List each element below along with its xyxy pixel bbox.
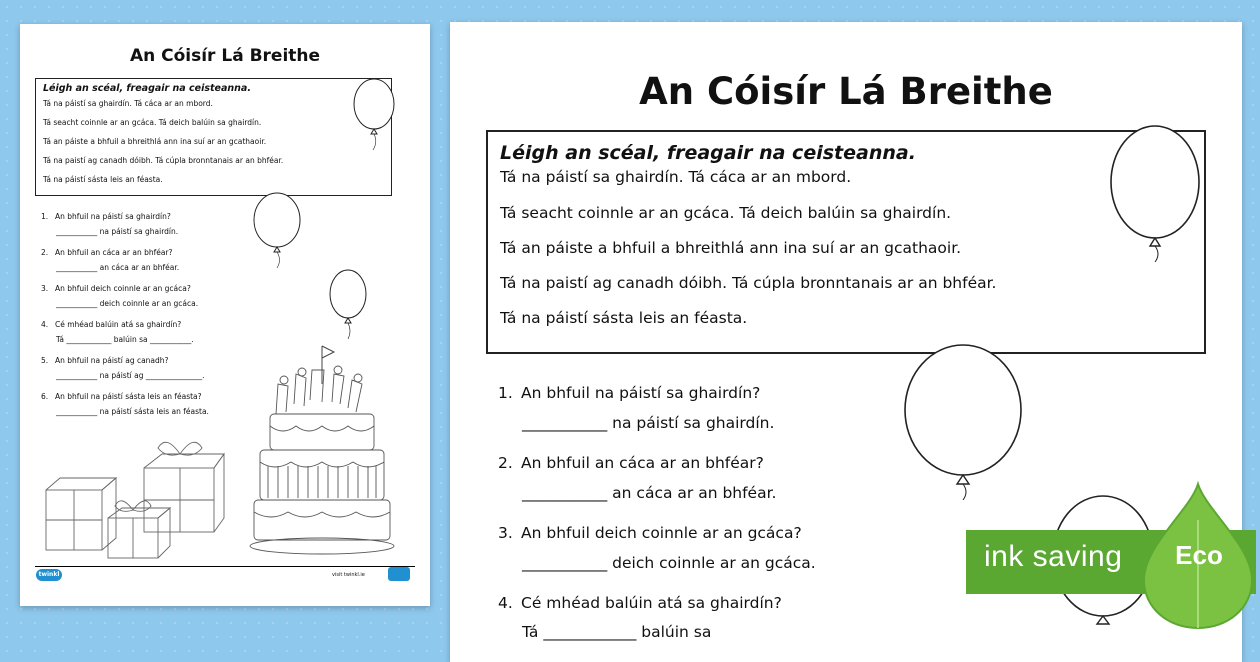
worksheet-thumbnail	[20, 24, 430, 606]
answer-line: ___________ an cáca ar an bhféar.	[522, 484, 777, 502]
thumbnail-story-line: Tá na páistí sásta leis an féasta.	[43, 175, 163, 184]
thumbnail-story-line: Tá na páistí sa ghairdín. Tá cáca ar an mbord.	[43, 99, 213, 108]
footer-url: visit twinkl.ie	[332, 572, 365, 578]
balloon-illustration	[328, 268, 370, 344]
answer-line: ___________ na páistí sa ghairdín.	[522, 414, 775, 432]
story-line: Tá na páistí sásta leis an féasta.	[500, 309, 748, 327]
balloon-illustration	[350, 76, 400, 156]
footer-badge-icon	[388, 567, 410, 581]
thumbnail-title: An Cóisír Lá Breithe	[129, 46, 321, 66]
thumbnail-question: 2. An bhfuil an cáca ar an bhféar?	[41, 248, 173, 257]
question: 1. An bhfuil na páistí sa ghairdín?	[498, 384, 761, 402]
story-line: Tá na páistí sa ghairdín. Tá cáca ar an mbord.	[500, 168, 852, 186]
thumbnail-question: 3. An bhfuil deich coinnle ar an gcáca?	[41, 284, 191, 293]
twinkl-logo: twinkl	[36, 569, 62, 581]
answer-line: ___________ deich coinnle ar an gcáca.	[522, 554, 816, 572]
thumbnail-answer: ___________ na páistí sásta leis an féasta.	[56, 407, 209, 416]
instructions: Léigh an scéal, freagair na ceisteanna.	[500, 142, 916, 164]
ink-saving-label: ink saving	[984, 540, 1123, 573]
balloon-illustration	[250, 190, 306, 272]
thumbnail-question: 4. Cé mhéad balúin atá sa ghairdín?	[41, 320, 182, 329]
thumbnail-question: 5. An bhfuil na páistí ag canadh?	[41, 356, 169, 365]
question: 3. An bhfuil deich coinnle ar an gcáca?	[498, 524, 802, 542]
thumbnail-instructions: Léigh an scéal, freagair na ceisteanna.	[43, 83, 251, 94]
thumbnail-answer: ___________ na páistí ag _______________.	[56, 371, 205, 380]
thumbnail-answer: ___________ deich coinnle ar an gcáca.	[56, 299, 199, 308]
balloon-illustration	[1105, 122, 1205, 262]
thumbnail-story-box	[35, 78, 392, 196]
balloon-illustration	[898, 340, 1028, 500]
thumbnail-story-line: Tá na paistí ag canadh dóibh. Tá cúpla bronntanais ar an bhféar.	[43, 156, 284, 165]
question: 4. Cé mhéad balúin atá sa ghairdín?	[498, 594, 782, 612]
thumbnail-story-line: Tá seacht coinnle ar an gcáca. Tá deich balúin sa ghairdín.	[43, 118, 262, 127]
eco-label: Eco	[1175, 540, 1223, 570]
story-line: Tá na paistí ag canadh dóibh. Tá cúpla bronntanais ar an bhféar.	[500, 274, 997, 292]
story-line: Tá an páiste a bhfuil a bhreithlá ann ina suí ar an gcathaoir.	[500, 239, 962, 257]
thumbnail-footer-rule	[35, 566, 415, 567]
answer-line: Tá ____________ balúin sa	[522, 623, 712, 641]
thumbnail-question: 6. An bhfuil na páistí sásta leis an féasta?	[41, 392, 202, 401]
thumbnail-answer: Tá ____________ balúin sa ___________.	[56, 335, 194, 344]
thumbnail-answer: ___________ na páistí sa ghairdín.	[56, 227, 179, 236]
story-line: Tá seacht coinnle ar an gcáca. Tá deich balúin sa ghairdín.	[500, 204, 952, 222]
birthday-cake-illustration	[248, 344, 398, 564]
thumbnail-question: 1. An bhfuil na páistí sa ghairdín?	[41, 212, 171, 221]
story-box	[486, 130, 1206, 354]
presents-illustration	[38, 434, 238, 564]
thumbnail-answer: ___________ an cáca ar an bhféar.	[56, 263, 180, 272]
page-title: An Cóisír Lá Breithe	[639, 70, 1053, 113]
question: 2. An bhfuil an cáca ar an bhféar?	[498, 454, 764, 472]
thumbnail-story-line: Tá an páiste a bhfuil a bhreithlá ann ina suí ar an gcathaoir.	[43, 137, 267, 146]
